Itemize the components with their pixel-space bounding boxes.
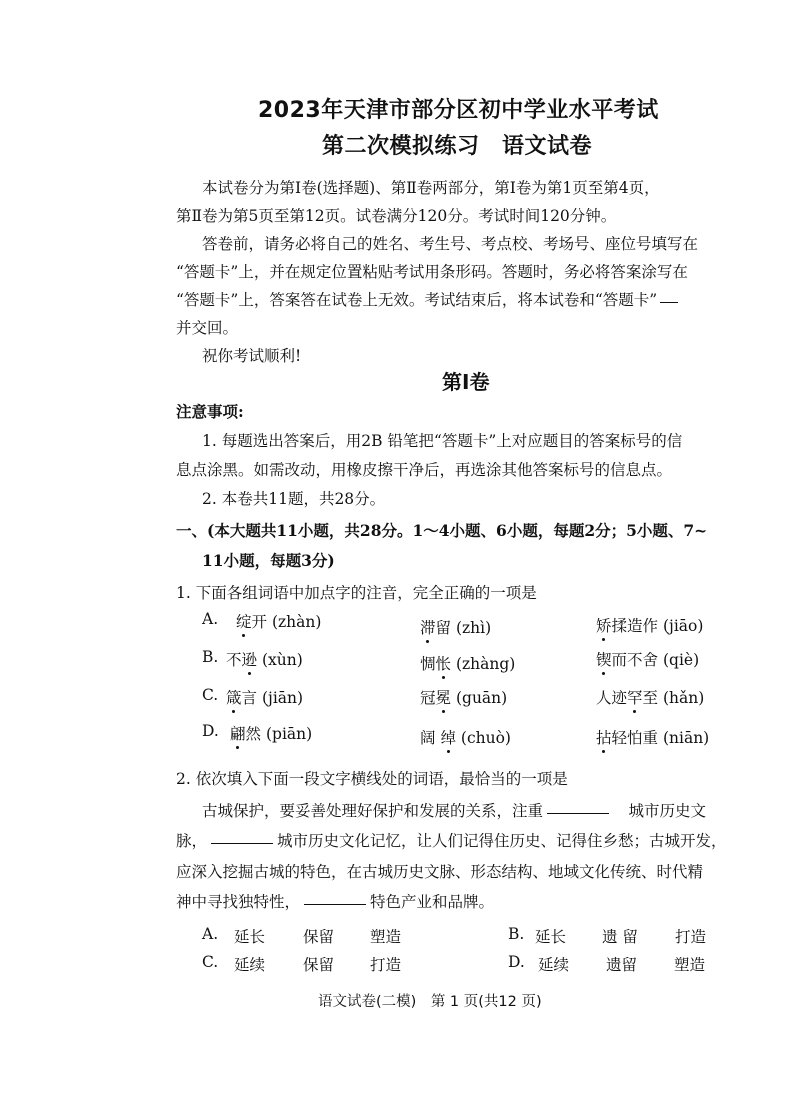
notes-title: 注意事项: bbox=[176, 402, 244, 421]
q1-option-a-word1: 绽开 (zhàn) bbox=[236, 613, 322, 631]
part-heading-line1: 一、(本大题共11小题，共28分。1～4小题、6小题，每题2分；5小题、7~ bbox=[176, 521, 708, 540]
q1-option-d-word1: 翩然 (piān) bbox=[230, 725, 313, 743]
q2-option-d-label: D. bbox=[508, 953, 525, 971]
q2-option-a-label: A. bbox=[202, 925, 219, 943]
q1-option-d-word3: 拈轻怕重 (niān) bbox=[596, 729, 710, 747]
q1-option-c-word2: 冠冕 (guān) bbox=[420, 689, 508, 707]
note1-line1: 1. 每题选出答案后，用2B 铅笔把“答题卡”上对应题目的答案标号的信 bbox=[202, 432, 683, 450]
q2-option-a-word3: 塑造 bbox=[370, 928, 402, 946]
exam-title-line2: 第二次模拟练习 语文试卷 bbox=[322, 134, 593, 159]
intro-p2-line1: 答卷前，请务必将自己的姓名、考生号、考点校、考场号、座位号填写在 bbox=[202, 235, 699, 253]
answer-blank bbox=[304, 903, 366, 905]
q2-option-c-word2: 保留 bbox=[303, 956, 335, 974]
q2-option-c-word3: 打造 bbox=[370, 956, 402, 974]
intro-p2-line2: “答题卡”上，并在规定位置粘贴考试用条形码。答题时，务必将答案涂写在 bbox=[176, 263, 688, 281]
q1-option-a-label: A. bbox=[202, 610, 219, 628]
q1-option-a-word3: 矫揉造作 (jiāo) bbox=[596, 617, 704, 635]
q2-option-c-label: C. bbox=[202, 953, 219, 971]
dotted-char: 拈 bbox=[596, 729, 612, 747]
q1-option-a-word2: 滞留 (zhì) bbox=[420, 619, 492, 637]
q2-option-b-word3: 打造 bbox=[675, 928, 707, 946]
q1-option-d-word2: 阔 绰 (chuò) bbox=[420, 729, 511, 747]
q2-option-b-word2: 遗 留 bbox=[602, 928, 638, 946]
note1-line2: 息点涂黑。如需改动，用橡皮擦干净后，再选涂其他答案标号的信息点。 bbox=[176, 461, 673, 479]
q2-option-d-word1: 延续 bbox=[538, 956, 570, 974]
q1-option-b-word2: 惆怅 (zhàng) bbox=[420, 655, 516, 673]
intro-p2-line3: “答题卡”上，答案答在试卷上无效。考试结束后，将本试卷和“答题卡” bbox=[176, 288, 678, 310]
q2-passage-line2: 脉， 城市历史文化记忆，让人们记得住历史、记得住乡愁；古城开发， bbox=[176, 832, 727, 850]
dotted-char: 冕 bbox=[435, 689, 452, 707]
q1-option-b-label: B. bbox=[202, 648, 219, 666]
q2-option-b-label: B. bbox=[508, 925, 525, 943]
exam-title-line1: 2023年天津市部分区初中学业水平考试 bbox=[258, 98, 659, 123]
q1-option-b-word1: 不逊 (xùn) bbox=[226, 651, 303, 669]
intro-p1-line1: 本试卷分为第Ⅰ卷(选择题)、第Ⅱ卷两部分，第Ⅰ卷为第1页至第4页， bbox=[202, 179, 660, 197]
intro-p2-line4: 并交回。 bbox=[176, 319, 239, 337]
note2: 2. 本卷共11题，共28分。 bbox=[202, 490, 386, 508]
q1-option-d-label: D. bbox=[202, 722, 219, 740]
q2-option-b-word1: 延长 bbox=[535, 928, 567, 946]
q1-stem: 1. 下面各组词语中加点字的注音，完全正确的一项是 bbox=[176, 584, 537, 602]
dotted-char: 绰 bbox=[440, 729, 456, 747]
dotted-char: 怅 bbox=[435, 655, 452, 673]
q1-option-c-word1: 箴言 (jiān) bbox=[226, 689, 304, 707]
q2-passage-line4: 神中寻找独特性， 特色产业和品牌。 bbox=[176, 893, 495, 911]
q2-passage-line1: 古城保护，要妥善处理好保护和发展的关系，注重 城市历史文 bbox=[202, 802, 707, 820]
part-heading-line2: 11小题，每题3分) bbox=[202, 551, 335, 570]
q2-passage-line3: 应深入挖掘古城的特色，在古城历史文脉、形态结构、地域文化传统、时代精 bbox=[176, 863, 704, 881]
q2-option-c-word1: 延续 bbox=[234, 956, 266, 974]
dotted-char: 绽 bbox=[236, 613, 252, 631]
dotted-char: 滞 bbox=[420, 619, 436, 637]
q2-stem: 2. 依次填入下面一段文字横线处的词语，最恰当的一项是 bbox=[176, 770, 568, 788]
answer-blank bbox=[547, 812, 609, 814]
q1-option-b-word3: 锲而不舍 (qiè) bbox=[596, 651, 700, 669]
section-title: 第Ⅰ卷 bbox=[442, 370, 490, 394]
dotted-char: 罕 bbox=[627, 689, 643, 707]
intro-p1-line2: 第Ⅱ卷为第5页至第12页。试卷满分120分。考试时间120分钟。 bbox=[176, 207, 617, 225]
q2-option-d-word2: 遗留 bbox=[606, 956, 638, 974]
dotted-char: 锲 bbox=[596, 651, 612, 669]
q1-option-c-word3: 人迹罕至 (hǎn) bbox=[596, 689, 705, 707]
underline-blank bbox=[660, 301, 678, 303]
page-footer: 语文试卷(二模) 第 1 页(共12 页) bbox=[318, 994, 542, 1010]
q1-option-c-label: C. bbox=[202, 686, 219, 704]
dotted-char: 矫 bbox=[596, 617, 612, 635]
q2-option-a-word2: 保留 bbox=[303, 928, 335, 946]
dotted-char: 逊 bbox=[241, 651, 258, 669]
dotted-char: 翩 bbox=[230, 725, 246, 743]
dotted-char: 箴 bbox=[226, 689, 242, 707]
q2-option-a-word1: 延长 bbox=[234, 928, 266, 946]
answer-blank bbox=[211, 842, 273, 844]
intro-wish: 祝你考试顺利! bbox=[202, 347, 302, 365]
q2-option-d-word3: 塑造 bbox=[674, 956, 706, 974]
